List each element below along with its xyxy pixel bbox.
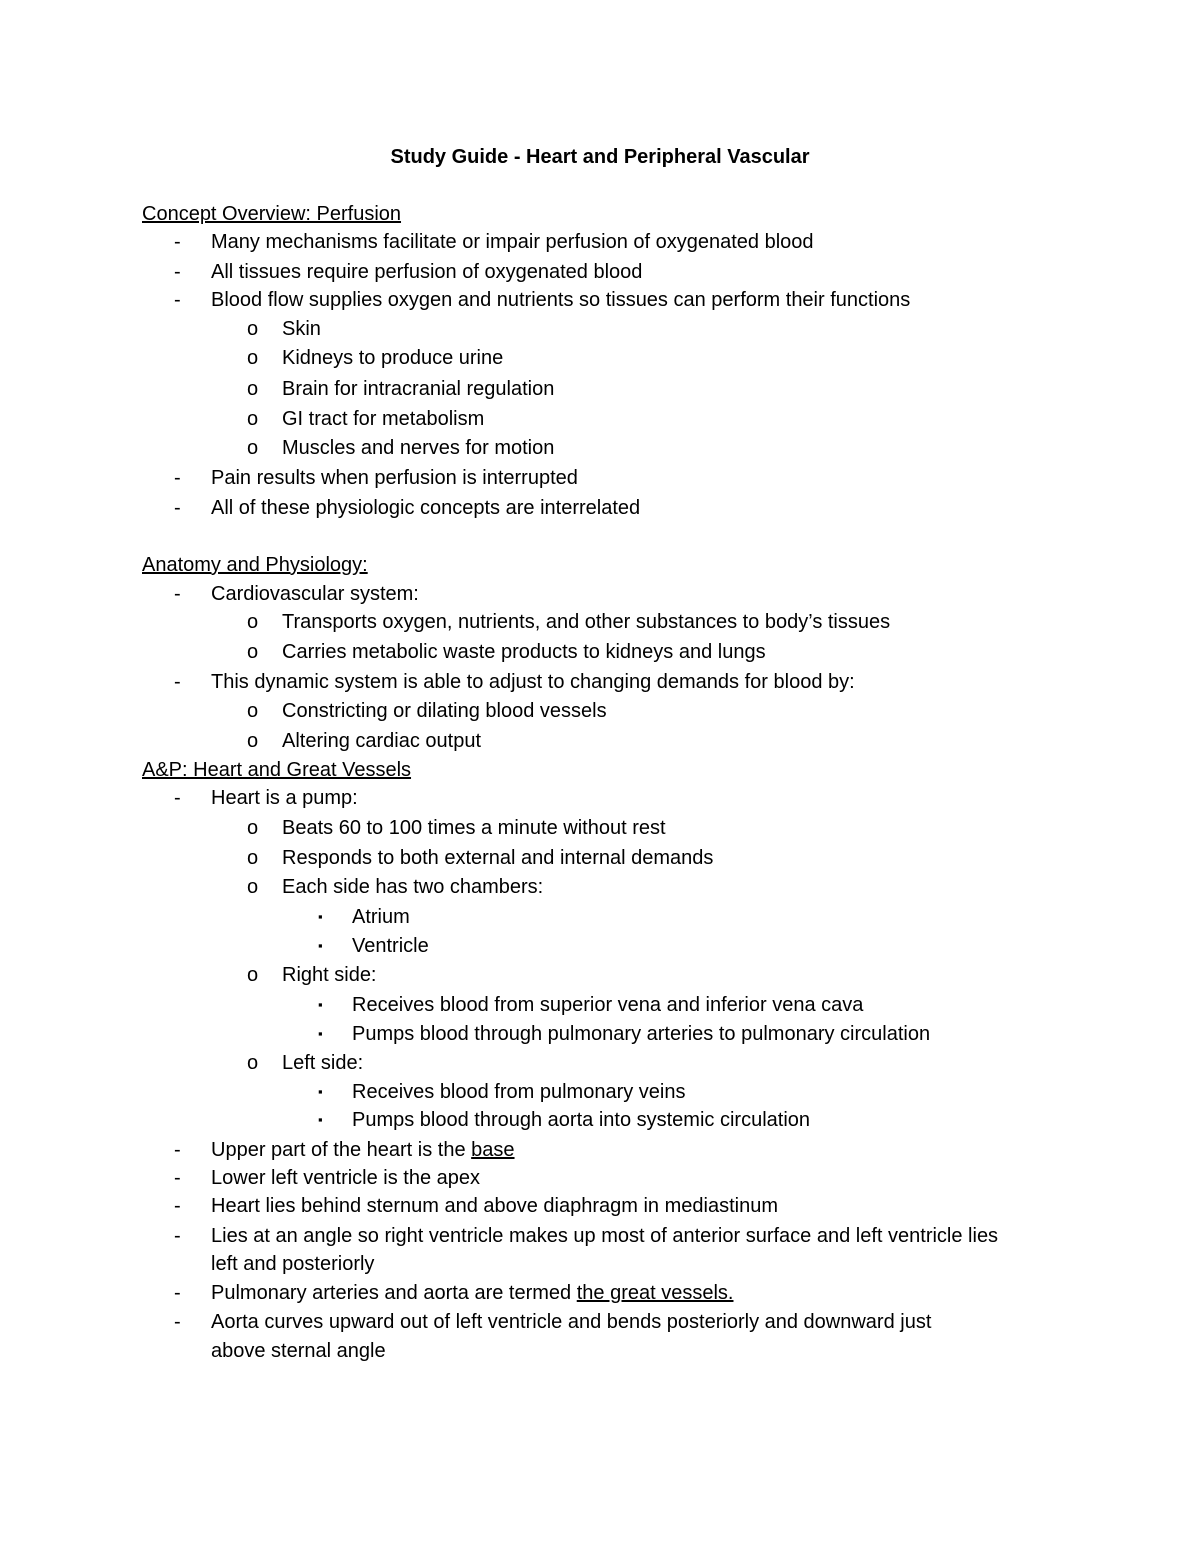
underlined-term-great-vessels: the great vessels. xyxy=(576,1282,734,1304)
circle-marker: o xyxy=(247,611,259,633)
list-item: This dynamic system is able to adjust to changing demands for blood by: xyxy=(211,671,855,693)
list-item xyxy=(211,1136,515,1164)
list-item: Muscles and nerves for motion xyxy=(282,437,555,459)
list-item: Carries metabolic waste products to kidneys and lungs xyxy=(282,641,766,663)
list-item: Right side: xyxy=(282,964,377,986)
list-item-continuation: left and posteriorly xyxy=(211,1253,375,1275)
square-marker: ▪ xyxy=(318,909,323,924)
section-heading-heart-vessels: A&P: Heart and Great Vessels xyxy=(142,759,412,781)
circle-marker: o xyxy=(247,964,259,986)
list-item-continuation: above sternal angle xyxy=(211,1340,386,1362)
list-item: Transports oxygen, nutrients, and other substances to body’s tissues xyxy=(282,611,891,633)
list-item: GI tract for metabolism xyxy=(282,408,485,430)
page-title: Study Guide - Heart and Peripheral Vascular xyxy=(390,146,810,168)
dash-marker: - xyxy=(174,467,181,489)
underlined-term-base: base xyxy=(471,1139,515,1161)
dash-marker: - xyxy=(174,671,181,693)
list-item: Heart lies behind sternum and above diaphragm in mediastinum xyxy=(211,1195,778,1217)
list-item: Left side: xyxy=(282,1052,364,1074)
list-item: Atrium xyxy=(352,906,410,928)
list-item xyxy=(211,1279,733,1307)
list-item: Altering cardiac output xyxy=(282,730,482,752)
square-marker: ▪ xyxy=(318,1026,323,1041)
circle-marker: o xyxy=(247,1052,259,1074)
list-item: Each side has two chambers: xyxy=(282,876,544,898)
list-item: Aorta curves upward out of left ventricle and bends posteriorly and downward just xyxy=(211,1311,932,1333)
list-item: Responds to both external and internal demands xyxy=(282,847,714,869)
list-item: Cardiovascular system: xyxy=(211,583,419,605)
dash-marker: - xyxy=(174,787,181,809)
list-item: Pain results when perfusion is interrupted xyxy=(211,467,578,489)
circle-marker: o xyxy=(247,847,259,869)
square-marker: ▪ xyxy=(318,938,323,953)
section-heading-perfusion: Concept Overview: Perfusion xyxy=(142,203,402,225)
circle-marker: o xyxy=(247,318,259,340)
list-item: Receives blood from pulmonary veins xyxy=(352,1081,686,1103)
dash-marker: - xyxy=(174,1195,181,1217)
circle-marker: o xyxy=(247,700,259,722)
dash-marker: - xyxy=(174,1225,181,1247)
circle-marker: o xyxy=(247,408,259,430)
list-item: Pumps blood through aorta into systemic circulation xyxy=(352,1109,811,1131)
list-item: Kidneys to produce urine xyxy=(282,347,504,369)
circle-marker: o xyxy=(247,437,259,459)
list-item: Skin xyxy=(282,318,321,340)
list-item: Many mechanisms facilitate or impair perfusion of oxygenated blood xyxy=(211,231,814,253)
list-item: Blood flow supplies oxygen and nutrients so tissues can perform their functions xyxy=(211,289,911,311)
dash-marker: - xyxy=(174,1311,181,1333)
dash-marker: - xyxy=(174,497,181,519)
list-item: Beats 60 to 100 times a minute without rest xyxy=(282,817,666,839)
list-item: Constricting or dilating blood vessels xyxy=(282,700,607,722)
list-item: Brain for intracranial regulation xyxy=(282,378,555,400)
circle-marker: o xyxy=(247,641,259,663)
dash-marker: - xyxy=(174,289,181,311)
list-item: Heart is a pump: xyxy=(211,787,358,809)
dash-marker: - xyxy=(174,261,181,283)
list-item: Pumps blood through pulmonary arteries to pulmonary circulation xyxy=(352,1023,931,1045)
circle-marker: o xyxy=(247,347,259,369)
square-marker: ▪ xyxy=(318,1112,323,1127)
dash-marker: - xyxy=(174,1139,181,1161)
circle-marker: o xyxy=(247,730,259,752)
circle-marker: o xyxy=(247,817,259,839)
section-heading-anatomy: Anatomy and Physiology: xyxy=(142,554,368,576)
list-item: Receives blood from superior vena and inferior vena cava xyxy=(352,994,864,1016)
list-item: All tissues require perfusion of oxygenated blood xyxy=(211,261,643,283)
square-marker: ▪ xyxy=(318,997,323,1012)
dash-marker: - xyxy=(174,1282,181,1304)
list-item: Ventricle xyxy=(352,935,429,957)
circle-marker: o xyxy=(247,876,259,898)
dash-marker: - xyxy=(174,231,181,253)
circle-marker: o xyxy=(247,378,259,400)
square-marker: ▪ xyxy=(318,1084,323,1099)
list-item: Lies at an angle so right ventricle makes up most of anterior surface and left ventricle lies xyxy=(211,1225,999,1247)
dash-marker: - xyxy=(174,583,181,605)
dash-marker: - xyxy=(174,1167,181,1189)
text-run: Pulmonary arteries and aorta are termed xyxy=(211,1282,577,1304)
list-item: Lower left ventricle is the apex xyxy=(211,1167,481,1189)
list-item: All of these physiologic concepts are interrelated xyxy=(211,497,641,519)
text-run: Upper part of the heart is the xyxy=(211,1139,472,1161)
